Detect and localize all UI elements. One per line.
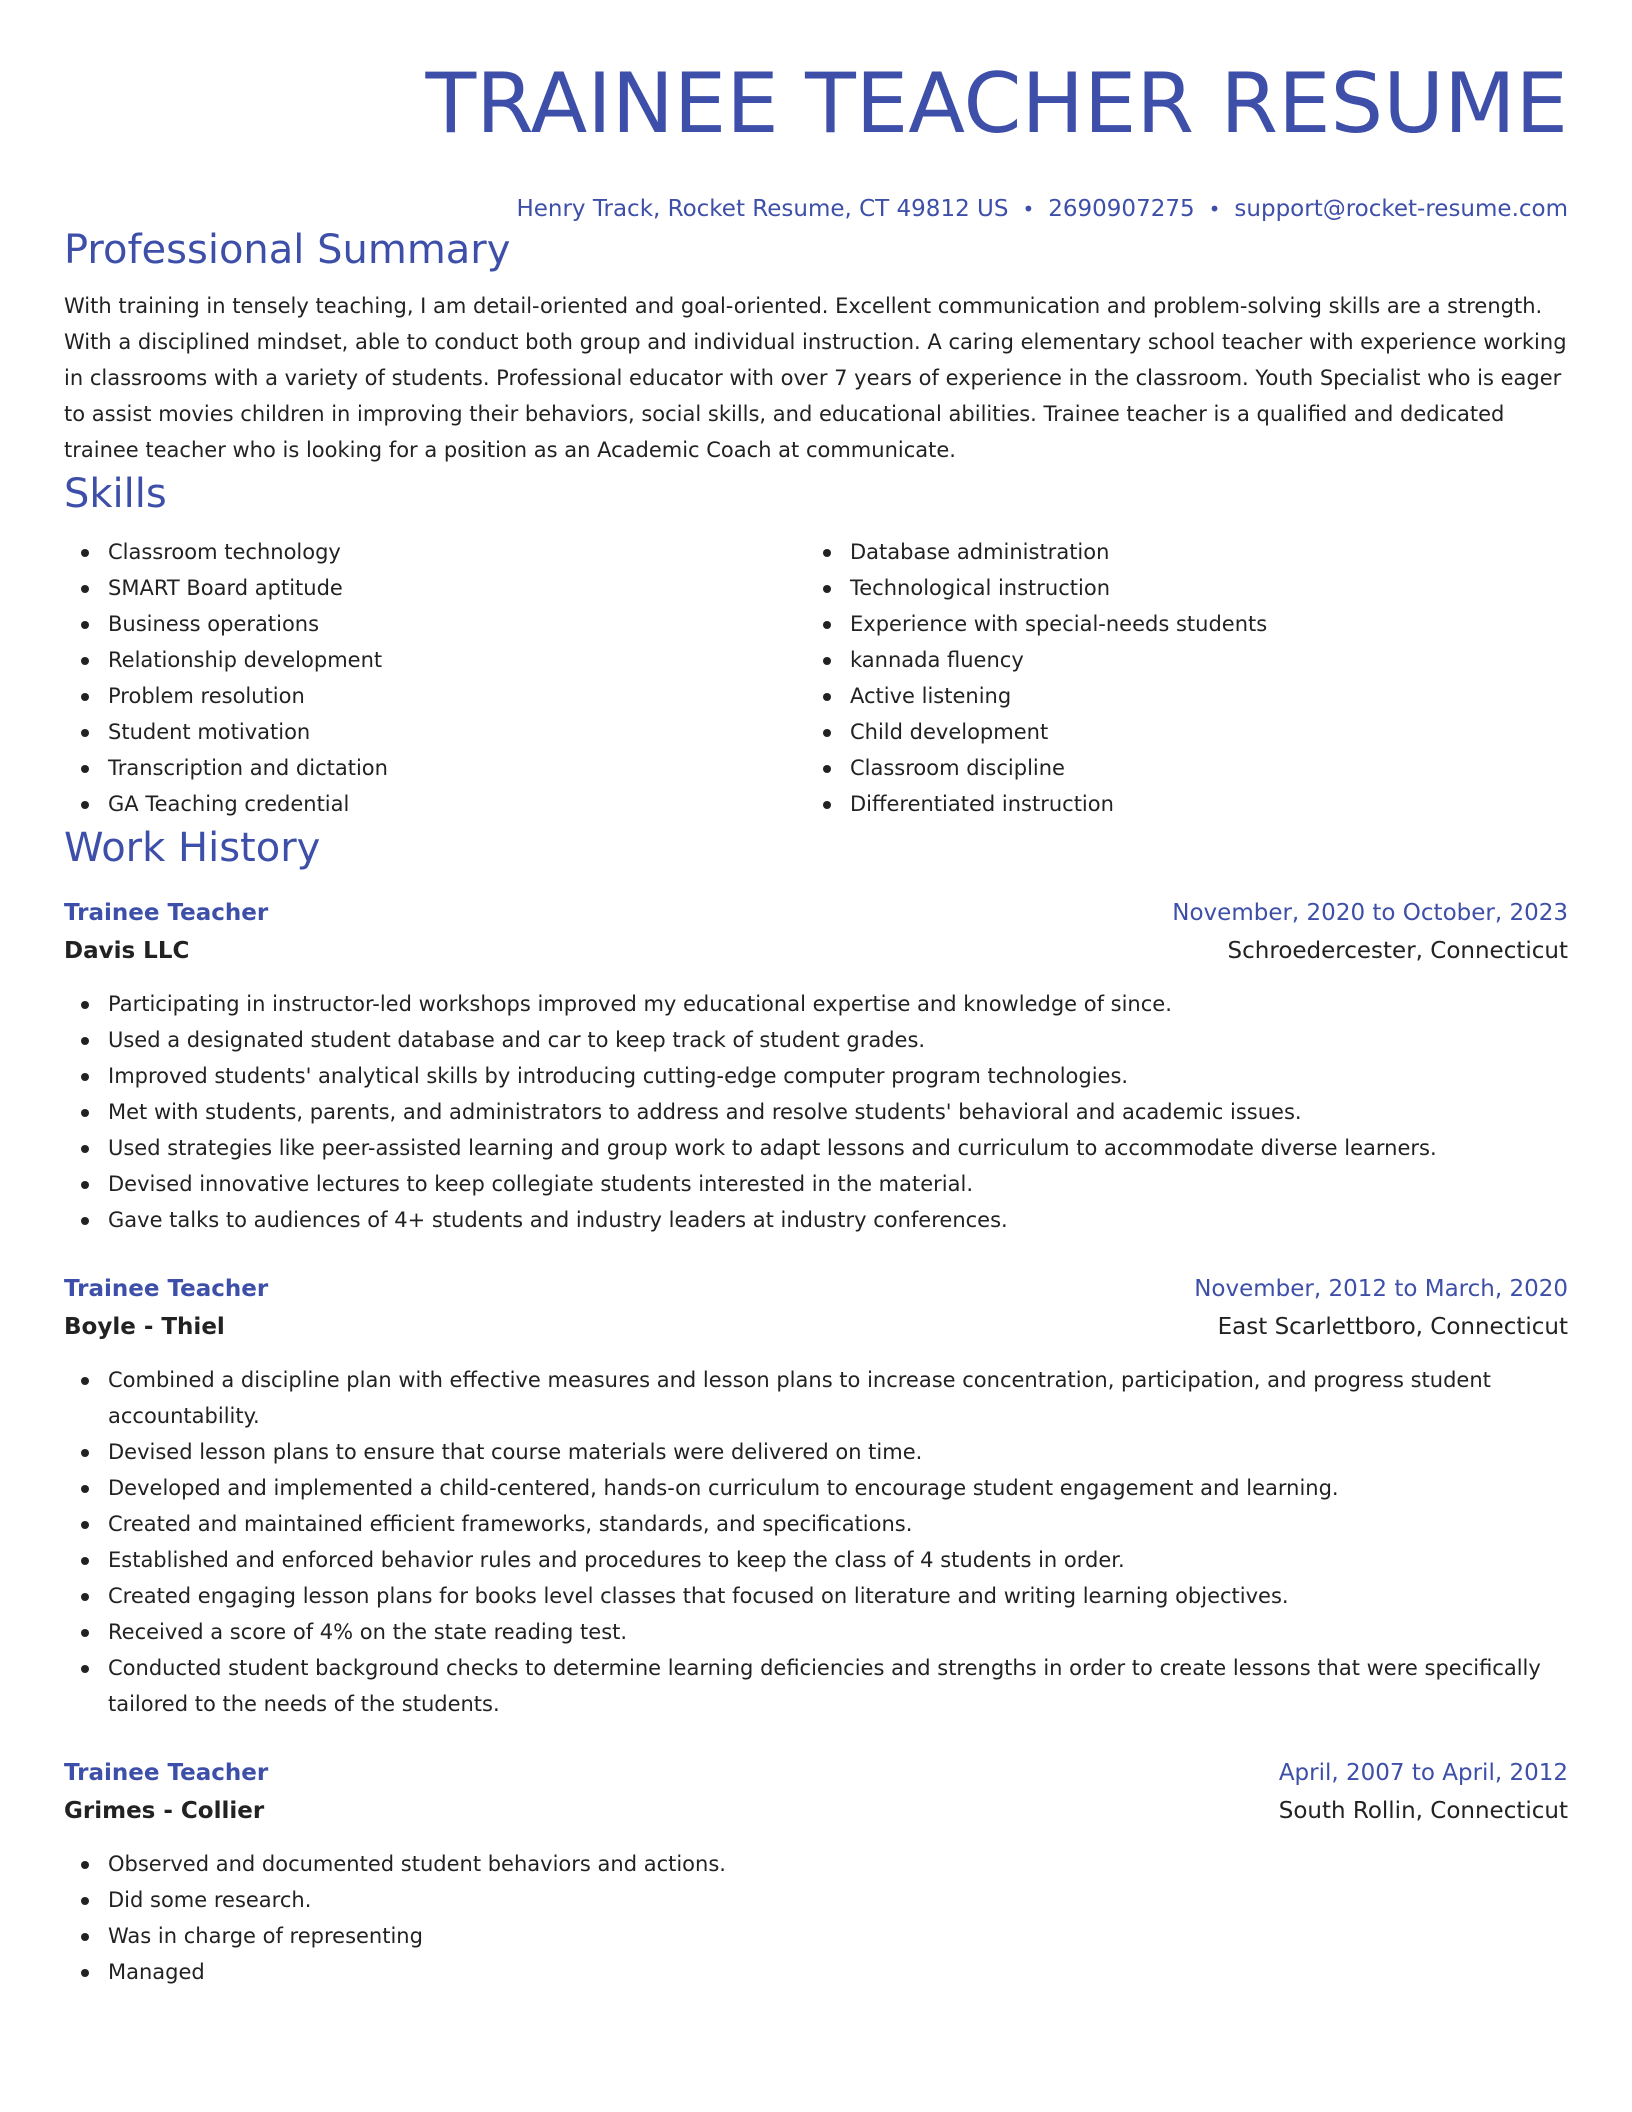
job-company: Boyle - Thiel xyxy=(64,1314,225,1340)
contact-separator: • xyxy=(1022,197,1035,221)
job-bullet: Conducted student background checks to determine learning deficiencies and strengths in order to create lessons that were specifically tailored to the needs of the students. xyxy=(64,1650,1568,1722)
skill-item: Differentiated instruction xyxy=(806,786,1548,822)
skill-item: GA Teaching credential xyxy=(64,786,806,822)
job-bullet: Used strategies like peer-assisted learning and group work to adapt lessons and curriculum to accommodate diverse learners. xyxy=(64,1130,1568,1166)
job-bullets xyxy=(64,986,1568,1238)
job-bullet: Participating in instructor-led workshops improved my educational expertise and knowledge of since. xyxy=(64,986,1568,1022)
job-company: Grimes - Collier xyxy=(64,1798,265,1824)
contact-phone: 2690907275 xyxy=(1048,196,1195,222)
job-bullet: Devised innovative lectures to keep collegiate students interested in the material. xyxy=(64,1166,1568,1202)
work-history-heading: Work History xyxy=(64,825,321,871)
skill-item: Classroom discipline xyxy=(806,750,1548,786)
skill-item: Problem resolution xyxy=(64,678,806,714)
skill-item: Classroom technology xyxy=(64,534,806,570)
job-dates: April, 2007 to April, 2012 xyxy=(1278,1760,1568,1786)
skills-column-right xyxy=(806,534,1548,822)
skill-item: SMART Board aptitude xyxy=(64,570,806,606)
job-title-row xyxy=(64,1754,1568,1792)
skill-item: kannada fluency xyxy=(806,642,1548,678)
skills-list xyxy=(64,534,1568,822)
skill-item: Technological instruction xyxy=(806,570,1548,606)
job-bullet: Improved students' analytical skills by introducing cutting-edge computer program technologies. xyxy=(64,1058,1568,1094)
skill-item: Experience with special-needs students xyxy=(806,606,1548,642)
skills-heading: Skills xyxy=(64,471,167,517)
job-bullet: Created engaging lesson plans for books level classes that focused on literature and writing learning objectives. xyxy=(64,1578,1568,1614)
job-bullet: Used a designated student database and car to keep track of student grades. xyxy=(64,1022,1568,1058)
job-title-row xyxy=(64,1270,1568,1308)
job-company: Davis LLC xyxy=(64,938,190,964)
job-bullet: Managed xyxy=(64,1954,1568,1990)
job-bullet: Combined a discipline plan with effective measures and lesson plans to increase concentration, participation, and progress student accountability. xyxy=(64,1362,1568,1434)
job-bullet: Was in charge of representing xyxy=(64,1918,1568,1954)
job-bullets xyxy=(64,1846,1568,1990)
job-title: Trainee Teacher xyxy=(64,900,269,926)
skill-item: Relationship development xyxy=(64,642,806,678)
contact-email: support@rocket-resume.com xyxy=(1234,196,1568,222)
job-entry xyxy=(64,1270,1568,1722)
job-bullet: Received a score of 4% on the state reading test. xyxy=(64,1614,1568,1650)
job-bullet: Met with students, parents, and administrators to address and resolve students' behavioral and academic issues. xyxy=(64,1094,1568,1130)
job-bullet: Devised lesson plans to ensure that course materials were delivered on time. xyxy=(64,1434,1568,1470)
job-entry xyxy=(64,894,1568,1238)
job-company-row xyxy=(64,1308,1568,1346)
job-dates: November, 2020 to October, 2023 xyxy=(1172,900,1568,926)
resume-title: TRAINEE TEACHER RESUME xyxy=(425,55,1568,152)
job-dates: November, 2012 to March, 2020 xyxy=(1194,1276,1568,1302)
summary-text: With training in tensely teaching, I am detail-oriented and goal-oriented. Excellent communication and problem-solving skills are a strength. With a disciplined mindset, able to conduct both group and individual instruction. A caring elementary school teacher with experience working in classrooms with a variety of students. Professional educator with over 7 years of experience in the classroom. Youth Specialist who is eager to assist movies children in improving their behaviors, social skills, and educational abilities. Trainee teacher is a qualified and dedicated trainee teacher who is looking for a position as an Academic Coach at communicate. xyxy=(64,294,1567,462)
job-title-row xyxy=(64,894,1568,932)
skill-item: Active listening xyxy=(806,678,1548,714)
job-bullet: Observed and documented student behaviors and actions. xyxy=(64,1846,1568,1882)
job-company-row xyxy=(64,932,1568,970)
job-bullet: Developed and implemented a child-centered, hands-on curriculum to encourage student engagement and learning. xyxy=(64,1470,1568,1506)
job-bullet: Established and enforced behavior rules and procedures to keep the class of 4 students in order. xyxy=(64,1542,1568,1578)
job-bullets xyxy=(64,1362,1568,1722)
job-entry xyxy=(64,1754,1568,1990)
job-location: Schroedercester, Connecticut xyxy=(1227,938,1568,964)
skill-item: Database administration xyxy=(806,534,1548,570)
skill-item: Business operations xyxy=(64,606,806,642)
job-bullet: Created and maintained efficient frameworks, standards, and specifications. xyxy=(64,1506,1568,1542)
skill-item: Child development xyxy=(806,714,1548,750)
skills-column-left xyxy=(64,534,806,822)
summary-heading: Professional Summary xyxy=(64,227,511,273)
job-title: Trainee Teacher xyxy=(64,1276,269,1302)
job-bullet: Gave talks to audiences of 4+ students and industry leaders at industry conferences. xyxy=(64,1202,1568,1238)
job-title: Trainee Teacher xyxy=(64,1760,269,1786)
job-location: South Rollin, Connecticut xyxy=(1278,1798,1568,1824)
skill-item: Transcription and dictation xyxy=(64,750,806,786)
job-location: East Scarlettboro, Connecticut xyxy=(1217,1314,1568,1340)
skill-item: Student motivation xyxy=(64,714,806,750)
resume-header xyxy=(64,0,1568,224)
contact-line xyxy=(64,194,1568,224)
contact-separator: • xyxy=(1208,197,1221,221)
contact-address: Henry Track, Rocket Resume, CT 49812 US xyxy=(516,196,1009,222)
job-company-row xyxy=(64,1792,1568,1830)
job-bullet: Did some research. xyxy=(64,1882,1568,1918)
